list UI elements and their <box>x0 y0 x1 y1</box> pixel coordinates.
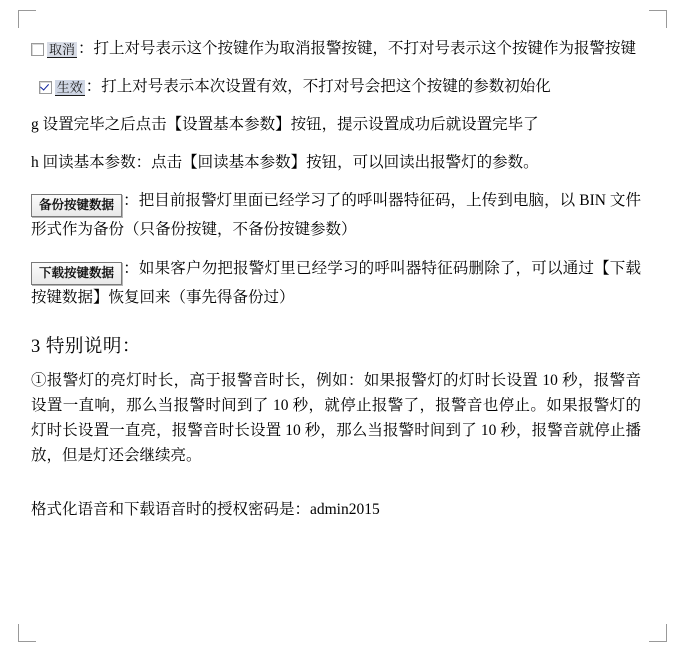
download-key-data-button[interactable]: 下载按键数据 <box>31 262 122 285</box>
cancel-checkbox-paragraph <box>31 36 641 61</box>
checkbox-box-icon[interactable] <box>31 43 44 56</box>
backup-key-data-description: ：把目前报警灯里面已经学习了的呼叫器特征码，上传到电脑，以 BIN 文件形式作为备份（只备份按键，不备份按键参数） <box>31 192 641 239</box>
crop-mark-top-right <box>649 10 667 28</box>
backup-key-data-button[interactable]: 备份按键数据 <box>31 194 122 217</box>
download-key-data-paragraph <box>31 256 641 310</box>
step-h-paragraph: h 回读基本参数：点击【回读基本参数】按钮，可以回读出报警灯的参数。 <box>31 154 539 172</box>
crop-mark-bottom-left <box>18 624 36 642</box>
enable-checkbox-paragraph <box>31 74 641 99</box>
enable-checkbox-label: 生效 <box>56 79 83 95</box>
step-g-paragraph: g 设置完毕之后点击【设置基本参数】按钮，提示设置成功后就设置完毕了 <box>31 116 539 134</box>
cancel-checkbox-description: ：打上对号表示这个按键作为取消报警按键，不打对号表示这个按键作为报警按键 <box>78 40 637 57</box>
crop-mark-bottom-right <box>649 624 667 642</box>
spacer <box>31 481 641 497</box>
special-note-paragraph: ①报警灯的亮灯时长，高于报警音时长，例如：如果报警灯的灯时长设置 10 秒，报警音设置一直响，那么当报警时间到了 10 秒，就停止报警了，报警音也停止。如果报警灯的灯时长设置一直亮，报警音时长设置 10 秒，那么当报警时间到了 10 秒，报警音就停止播放，但是灯还会继续亮。 <box>31 371 641 464</box>
cancel-checkbox-label: 取消 <box>49 41 76 57</box>
section-title: 3 特别说明： <box>31 336 141 357</box>
enable-checkbox-description: ：打上对号表示本次设置有效，不打对号会把这个按键的参数初始化 <box>85 78 551 96</box>
checkbox-checked-icon[interactable] <box>39 81 52 94</box>
crop-mark-top-left <box>18 10 36 28</box>
password-paragraph: 格式化语音和下载语音时的授权密码是：admin2015 <box>31 501 380 519</box>
document-body <box>31 36 641 535</box>
backup-key-data-paragraph <box>31 188 641 242</box>
cancel-checkbox[interactable] <box>31 42 77 58</box>
enable-checkbox[interactable] <box>39 80 85 96</box>
download-key-data-description: ：如果客户勿把报警灯里已经学习的呼叫器特征码删除了，可以通过【下载按键数据】恢复回来（事先得备份过） <box>31 259 641 306</box>
